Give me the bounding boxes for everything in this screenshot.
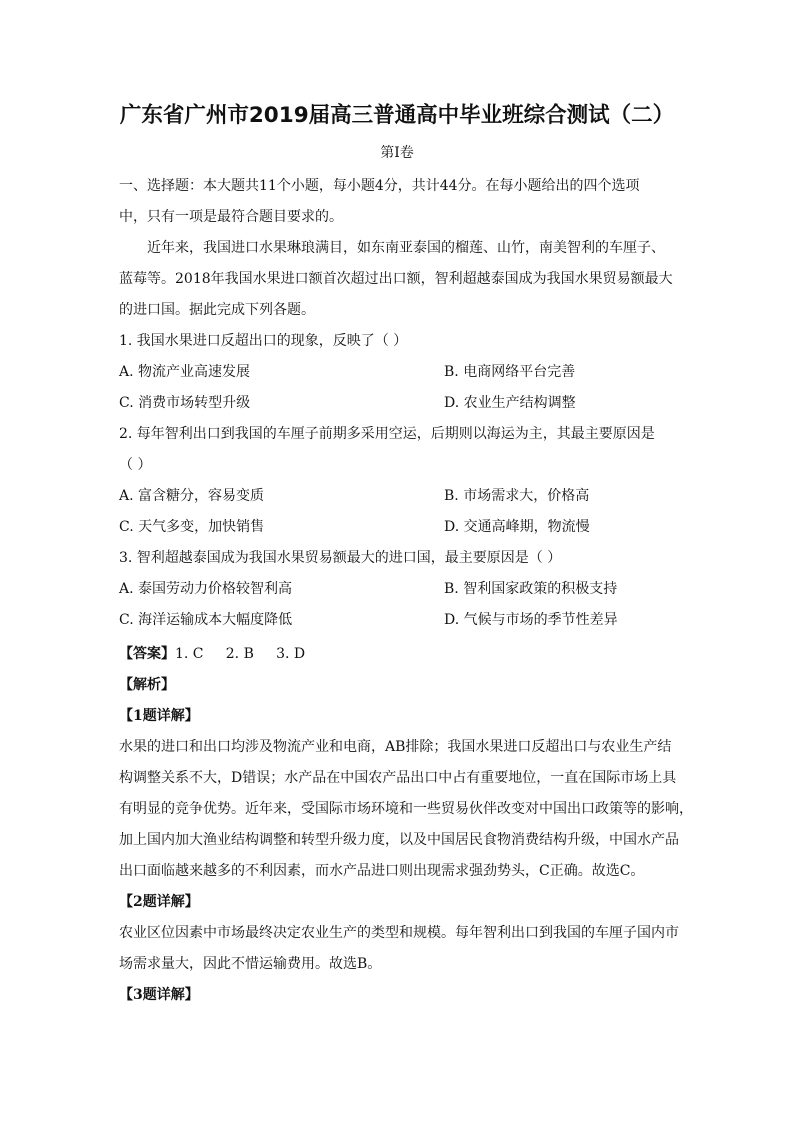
passage-line: 蓝莓等。2018年我国水果进口额首次超过出口额，智利超越泰国成为我国水果贸易额最大 (119, 271, 673, 287)
question-1-option-d: D. 农业生产结构调整 (444, 395, 576, 411)
question-2-option-b: B. 市场需求大，价格高 (444, 488, 590, 504)
question-2-stem: 2. 每年智利出口到我国的车厘子前期多采用空运，后期则以海运为主，其最主要原因是 (119, 426, 655, 442)
section-subtitle: 第I卷 (380, 145, 414, 161)
detail-1-line: 水果的进口和出口均涉及物流产业和电商，AB排除；我国水果进口反超出口与农业生产结 (119, 739, 672, 755)
question-1-option-a: A. 物流产业高速发展 (119, 364, 251, 380)
passage-line: 的进口国。据此完成下列各题。 (119, 302, 315, 318)
detail-1-line: 出口面临越来越多的不利因素，而水产品进口则出现需求强劲势头，C正确。故选C。 (119, 863, 645, 879)
detail-1-line: 构调整关系不大，D错误；水产品在中国农产品出口中占有重要地位，一直在国际市场上具 (119, 770, 677, 786)
question-3-stem: 3. 智利超越泰国成为我国水果贸易额最大的进口国，最主要原因是（ ） (119, 550, 562, 566)
detail-2-line: 农业区位因素中市场最终决定农业生产的类型和规模。每年智利出口到我国的车厘子国内市 (119, 925, 679, 941)
question-3-option-c: C. 海洋运输成本大幅度降低 (119, 612, 293, 628)
detail-3-label: 【3题详解】 (119, 987, 199, 1003)
detail-1-label: 【1题详解】 (119, 708, 199, 724)
question-2-option-a: A. 富含糖分，容易变质 (119, 488, 265, 504)
question-2-stem: （ ） (119, 457, 152, 473)
instructions-line: 中，只有一项是最符合题目要求的。 (119, 209, 343, 225)
answer-line (119, 644, 689, 664)
passage-line: 近年来，我国进口水果琳琅满目，如东南亚泰国的榴莲、山竹，南美智利的车厘子、 (147, 240, 665, 256)
question-3-option-a: A. 泰国劳动力价格较智利高 (119, 581, 293, 597)
question-3-option-d: D. 气候与市场的季节性差异 (444, 612, 618, 628)
instructions-line: 一、选择题：本大题共11个小题，每小题4分，共计44分。在每小题给出的四个选项 (119, 178, 640, 194)
question-3-option-b: B. 智利国家政策的积极支持 (444, 581, 618, 597)
question-1-option-b: B. 电商网络平台完善 (444, 364, 576, 380)
question-2-option-c: C. 天气多变，加快销售 (119, 519, 265, 535)
answer-label: 【答案】 (119, 646, 175, 662)
answer-text: 1. C 2. B 3. D (175, 646, 306, 662)
analysis-label: 【解析】 (119, 677, 175, 693)
question-2-option-d: D. 交通高峰期，物流慢 (444, 519, 590, 535)
document-title: 广东省广州市2019届高三普通高中毕业班综合测试（二） (119, 103, 675, 128)
detail-1-line: 加上国内加大渔业结构调整和转型升级力度，以及中国居民食物消费结构升级，中国水产品 (119, 832, 679, 848)
question-1-option-c: C. 消费市场转型升级 (119, 395, 251, 411)
detail-1-line: 有明显的竞争优势。近年来，受国际市场环境和一些贸易伙伴改变对中国出口政策等的影响， (119, 801, 693, 817)
detail-2-line: 场需求量大，因此不惜运输费用。故选B。 (119, 956, 382, 972)
detail-2-label: 【2题详解】 (119, 894, 199, 910)
question-1-stem: 1. 我国水果进口反超出口的现象，反映了（ ） (119, 333, 408, 349)
